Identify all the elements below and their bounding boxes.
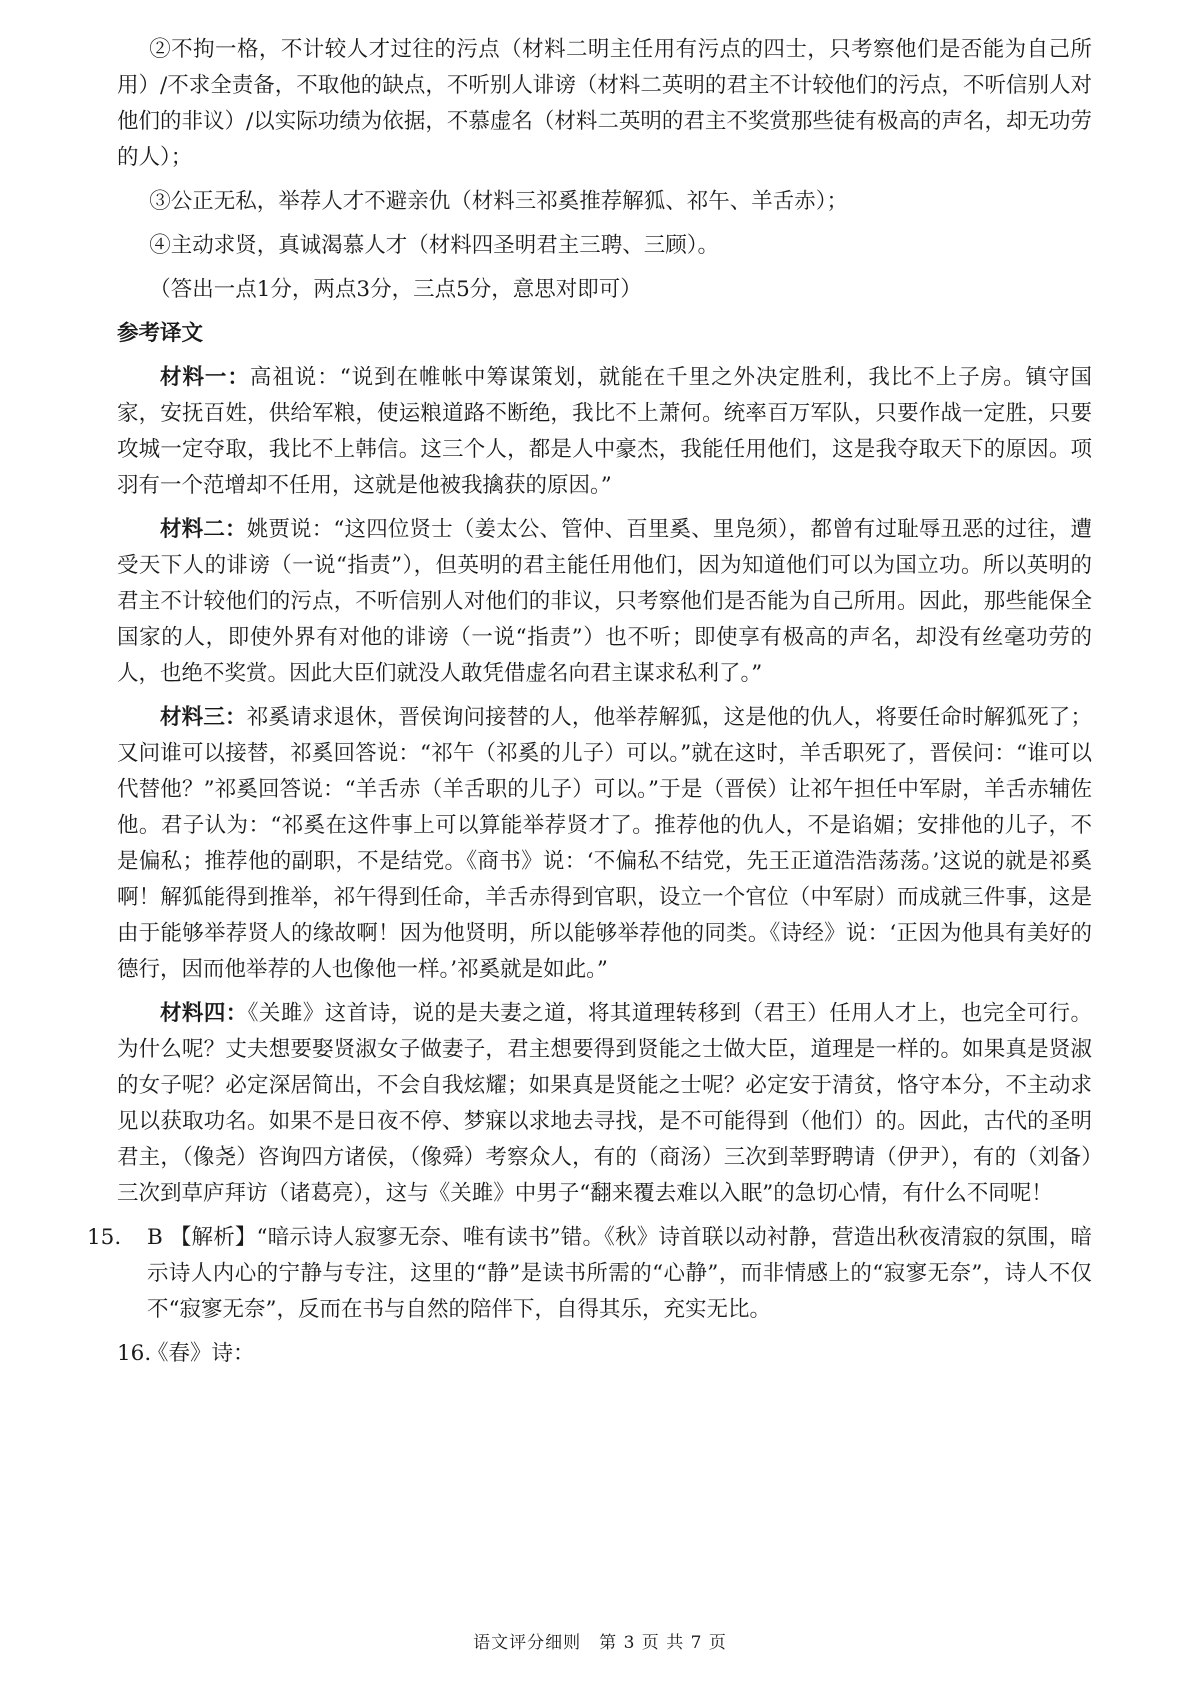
material-1-label: 材料一：	[160, 365, 250, 390]
material-4-label: 材料四：	[160, 1001, 248, 1026]
question-16	[117, 1336, 1092, 1372]
scoring-note: （答出一点1分，两点3分，三点5分，意思对即可）	[149, 277, 642, 302]
criteria-item-4: ④主动求贤，真诚渴慕人才（材料四圣明君主三聘、三顾）。	[149, 233, 720, 258]
material-2-label: 材料二：	[160, 517, 247, 542]
material-4-text: 《关雎》这首诗，说的是夫妻之道，将其道理转移到（君王）任用人才上，也完全可行。为什么呢？丈夫想要娶贤淑女子做妻子，君主想要得到贤能之士做大臣，道理是一样的。如果真是贤淑的女子呢？必定深居简出，不会自我炫耀；如果真是贤能之士呢？必定安于清贫，恪守本分，不主动求见以获取功名。如果不是日夜不停、梦寐以求地去寻找，是不可能得到（他们）的。因此，古代的圣明君主，（像尧）咨询四方诸侯，（像舜）考察众人，有的（商汤）三次到莘野聘请（伊尹），有的（刘备）三次到草庐拜访（诸葛亮），这与《关雎》中男子“翻来覆去难以入眠”的急切心情，有什么不同呢！	[117, 1001, 1092, 1206]
criteria-item-2: ②不拘一格，不计较人才过往的污点（材料二明主任用有污点的四士，只考察他们是否能为自己所用）/不求全责备，不取他的缺点，不听别人诽谤（材料二英明的君主不计较他们的污点，不听信别人对他们的非议）/以实际功绩为依据，不慕虚名（材料二英明的君主不奖赏那些徒有极高的声名，却无功劳的人）；	[117, 37, 1092, 170]
question-16-text: 《春》诗：	[147, 1341, 255, 1366]
material-3	[117, 700, 1092, 988]
page-content	[87, 32, 1092, 1372]
material-1	[117, 360, 1092, 504]
question-16-number: 16.	[117, 1341, 152, 1366]
criteria-item-3: ③公正无私，举荐人才不避亲仇（材料三祁奚推荐解狐、祁午、羊舌赤）；	[149, 189, 849, 214]
material-3-label: 材料三：	[160, 705, 247, 730]
material-4	[117, 996, 1092, 1212]
question-15	[87, 1220, 1092, 1328]
question-15-number: 15.	[87, 1225, 122, 1250]
material-1-text: 高祖说：“说到在帷帐中筹谋策划，就能在千里之外决定胜利，我比不上子房。镇守国家，安抚百姓，供给军粮，使运粮道路不断绝，我比不上萧何。统率百万军队，只要作战一定胜，只要攻城一定夺取，我比不上韩信。这三个人，都是人中豪杰，我能任用他们，这是我夺取天下的原因。项羽有一个范增却不任用，这就是他被我擒获的原因。”	[117, 365, 1092, 498]
question-15-text: B 【解析】“暗示诗人寂寥无奈、唯有读书”错。《秋》诗首联以动衬静，营造出秋夜清寂的氛围，暗示诗人内心的宁静与专注，这里的“静”是读书所需的“心静”，而非情感上的“寂寥无奈”，诗人不仅不“寂寥无奈”，反而在书与自然的陪伴下，自得其乐，充实无比。	[147, 1225, 1092, 1322]
material-2-text: 姚贾说：“这四位贤士（姜太公、管仲、百里奚、里凫须），都曾有过耻辱丑恶的过往，遭受天下人的诽谤（一说“指责”），但英明的君主能任用他们，因为知道他们可以为国立功。所以英明的君主不计较他们的污点，不听信别人对他们的非议，只考察他们是否能为自己所用。因此，那些能保全国家的人，即使外界有对他的诽谤（一说“指责”）也不听；即使享有极高的声名，却没有丝毫功劳的人，也绝不奖赏。因此大臣们就没人敢凭借虚名向君主谋求私利了。”	[117, 517, 1092, 686]
material-3-text: 祁奚请求退休，晋侯询问接替的人，他举荐解狐，这是他的仇人，将要任命时解狐死了；又问谁可以接替，祁奚回答说：“祁午（祁奚的儿子）可以。”就在这时，羊舌职死了，晋侯问：“谁可以代替他？”祁奚回答说：“羊舌赤（羊舌职的儿子）可以。”于是（晋侯）让祁午担任中军尉，羊舌赤辅佐他。君子认为：“祁奚在这件事上可以算能举荐贤才了。推荐他的仇人，不是谄媚；安排他的儿子，不是偏私；推荐他的副职，不是结党。《商书》说：‘不偏私不结党，先王正道浩浩荡荡。’这说的就是祁奚啊！解狐能得到推举，祁午得到任命，羊舌赤得到官职，设立一个官位（中军尉）而成就三件事，这是由于能够举荐贤人的缘故啊！因为他贤明，所以能够举荐他的同类。《诗经》说：‘正因为他具有美好的德行，因而他举荐的人也像他一样。’祁奚就是如此。”	[117, 705, 1092, 982]
translation-heading: 参考译文	[117, 321, 204, 346]
material-2	[117, 512, 1092, 692]
page-footer: 语文评分细则 第 3 页 共 7 页	[473, 1633, 727, 1653]
